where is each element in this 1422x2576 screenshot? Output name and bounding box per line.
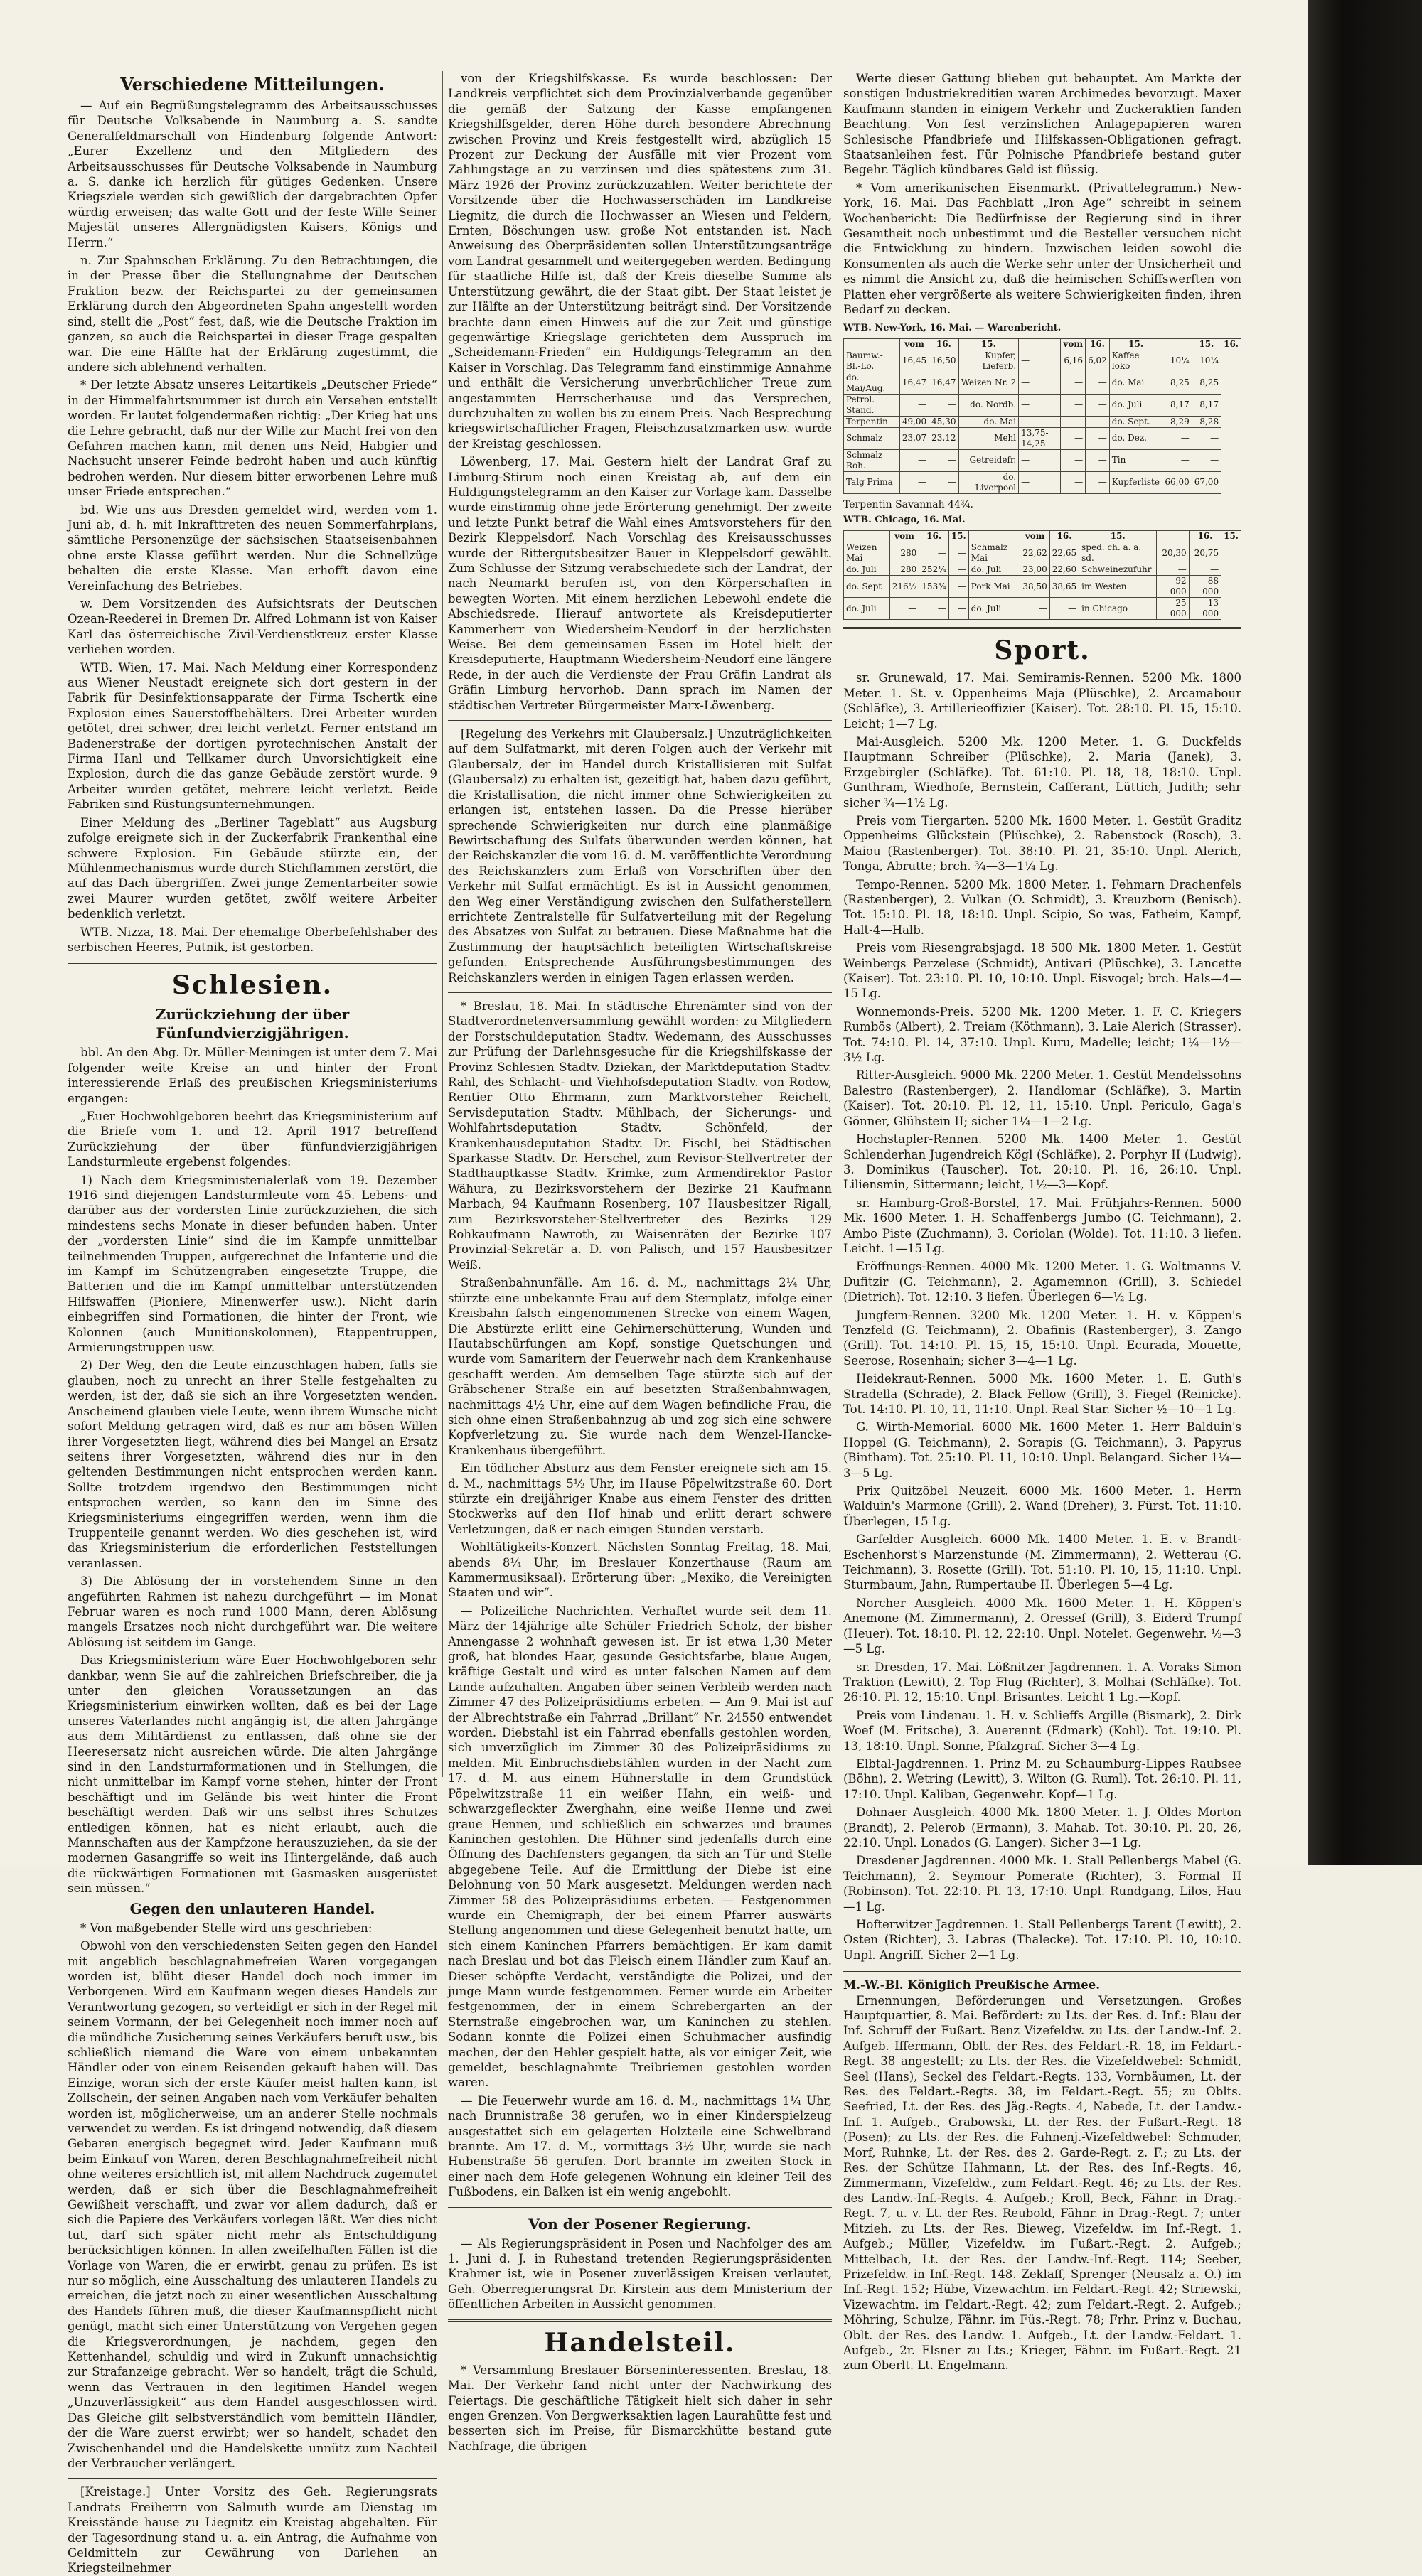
chicago-table-cell: do. Sept bbox=[844, 576, 890, 598]
column-1 bbox=[68, 71, 437, 2575]
divider bbox=[68, 962, 437, 964]
chicago-table-cell: 25 000 bbox=[1157, 598, 1189, 620]
chicago-table-cell: — bbox=[1157, 564, 1189, 576]
newyork-table-row bbox=[844, 416, 1241, 427]
chicago-table-row bbox=[844, 576, 1241, 598]
newyork-table-cell: Tin bbox=[1109, 449, 1162, 471]
newyork-table-cell: Petrol. Stand. bbox=[844, 394, 900, 416]
chicago-table-header-cell: 15. bbox=[948, 531, 968, 542]
paragraph: * Versammlung Breslauer Börseninteressenten. Breslau, 18. Mai. Der Verkehr fand nicht unter der Nachwirkung des Feiertags. Die geschäftliche Tätigkeit hielt sich daher in sehr engen Grenzen. Von Bergwerksaktien lagen Laurahütte fest und besserten sich im Preise, für Bismarckhütte bestand gute Nachfrage, die übrigen bbox=[448, 2363, 832, 2453]
chicago-table-cell: 20,75 bbox=[1189, 542, 1221, 564]
chicago-table-cell: — bbox=[1020, 598, 1049, 620]
chicago-table-header-cell: 16. bbox=[1049, 531, 1079, 542]
chicago-table-cell: — bbox=[948, 576, 968, 598]
newyork-table-cell: — bbox=[1061, 372, 1086, 394]
section-title-handelsteil: Handelsteil. bbox=[544, 2327, 736, 2358]
chicago-table-cell: — bbox=[948, 564, 968, 576]
newyork-table-cell: do. Juli bbox=[1109, 394, 1162, 416]
chicago-table-cell: in Chicago bbox=[1079, 598, 1157, 620]
newyork-table-row bbox=[844, 427, 1241, 449]
divider bbox=[448, 720, 832, 721]
chicago-table-cell: do. Juli bbox=[968, 564, 1020, 576]
column-rule-1 bbox=[442, 71, 443, 1777]
newyork-table-cell: 8,25 bbox=[1192, 372, 1221, 394]
newyork-table-header-cell: 16. bbox=[1086, 338, 1110, 350]
newyork-table-cell: 6,16 bbox=[1061, 350, 1086, 372]
chicago-table-cell: Schmalz Mai bbox=[968, 542, 1020, 564]
newyork-table-cell: — bbox=[1086, 416, 1110, 427]
article-title: Zurückziehung der über Fünfundvierzigjährigen. bbox=[155, 1006, 350, 1042]
newyork-table-cell: Talg Prima bbox=[844, 471, 900, 493]
chicago-table-cell: 23,00 bbox=[1020, 564, 1049, 576]
newyork-table-cell: — bbox=[1061, 471, 1086, 493]
newyork-table-header-cell: 16. bbox=[1221, 338, 1241, 350]
newyork-table-cell: — bbox=[1061, 427, 1086, 449]
divider bbox=[68, 2478, 437, 2479]
sport-result: Prix Quitzöbel Neuzeit. 6000 Mk. 1600 Meter. 1. Herrn Walduin's Marmone (Grill), 2. Wand (Dreher), 3. Fürst. Tot. 11:10. Überlegen, 15 Lg. bbox=[843, 1484, 1241, 1528]
paragraph: — Die Feuerwehr wurde am 16. d. M., nachmittags 1¼ Uhr, nach Brunnistraße 38 gerufen, wo in einer Kinderspielzeug ausgestattet sich ein gelagerten Holzteile eine Schwelbrand brannte. Am 17. d. M., vormittags 3½ Uhr, wurde sie nach Hubenstraße 56 gerufen. Dort brannte im zweiten Stock in einer nach dem Hofe gelegenen Wohnung ein kleiner Teil des Fußbodens, ein Balken ist ein wenig angebohlt. bbox=[448, 2093, 832, 2199]
chicago-table-cell: — bbox=[919, 598, 949, 620]
newyork-table-cell: — bbox=[1192, 449, 1221, 471]
chicago-table-cell: 216½ bbox=[889, 576, 919, 598]
paragraph: Obwohl von den verschiedensten Seiten gegen den Handel mit angeblich beschlagnahmefreien Waren vorgegangen worden ist, blüht dieser Handel doch noch immer im Verborgenen. Wird ein Kaufmann wegen dieses Handels zur Verantwortung gezogen, so verteidigt er sich in der Regel mit seinem Vormann, der bei Gelegenheit noch immer noch auf die mündliche Zusicherung seines Verkäufers beruft usw., bis schließlich niemand die Ware von einem unbekannten Händler oder von einem Reisenden gekauft haben will. Das Einzige, woran sich der erste Käufer meist halten kann, ist Zollschein, der seinen Angaben nach vom Verkäufer behalten worden ist, möglicherweise, um an anderer Stelle nochmals verwendet zu werden. Es ist dringend notwendig, daß diesem Gebaren energisch begegnet wird. Jeder Kaufmann muß beim Einkauf von Waren, deren Beschlagnahmefreiheit nicht ohne weiteres ersichtlich ist, mit allem Nachdruck zugemutet werden, daß er sich über die Beschlagnahmefreiheit Gewißheit verschafft, und zwar vor allem dadurch, daß er sich die Papiere des Verkäufers vorlegen läßt. Wer dies nicht tut, darf sich später nicht mehr als Entschuldigung berücksichtigen können. In allen zweifelhaften Fällen ist die Vorlage von Waren, die er erwirbt, genau zu prüfen. Es ist nur so möglich, eine Ausschaltung des unlauteren Handels zu erreichen, die jetzt noch zu einer wesentlichen Ausschaltung des Handels führen muß, die dieser Kaufmannspflicht nicht genügt, macht sich einer Unterstützung von Vergehen gegen die Kriegsverordnungen, je nachdem, gegen den Kettenhandel, schuldig und wird in Zukunft unnachsichtig zur Strafanzeige gebracht. Wer so handelt, trägt die Schuld, wenn das Vertrauen in den legitimen Handel wegen „Unzuverlässigkeit“ aus dem Handel ausgeschlossen wird. Das Gleiche gilt selbstverständlich vom bemitteln Händler, der die Ware zuerst erwirbt; wer so handelt, schadet den Zwischenhandel und die Handelskette unnütz zum Nachteil der Verbraucher verlängert. bbox=[68, 1939, 437, 2470]
newyork-table-header-cell: vom bbox=[899, 338, 929, 350]
chicago-table-cell: — bbox=[1189, 564, 1221, 576]
chicago-table-cell: 22,60 bbox=[1049, 564, 1079, 576]
newyork-table-header-cell: 16. bbox=[929, 338, 958, 350]
sport-result: sr. Dresden, 17. Mai. Lößnitzer Jagdrennen. 1. A. Voraks Simon Traktion (Lewitt), 2. Top Flug (Richter), 3. Molhai (Schläfke). Tot. 26:10. Pl. 12, 15:10. Unpl. Brisantes. Leicht 1 Lg.—Kopf. bbox=[843, 1660, 1241, 1705]
market-table-chicago bbox=[843, 530, 1241, 620]
newyork-table-cell: — bbox=[1019, 350, 1061, 372]
paragraph: * Vom amerikanischen Eisenmarkt. (Privattelegramm.) New-York, 16. Mai. Das Fachblatt „Iron Age“ schreibt in seinem Wochenbericht: Die Bedürfnisse der Regierung sind in ihrer Gesamtheit noch unbestimmt und die Besteller versuchen nicht die Entwicklung zu hindern. Inzwischen leiden sowohl die Konsumenten als auch die Werke sehr unter der Unsicherheit und es nimmt die Ansicht zu, daß die heimischen Schiffswerften von Platten eher vergrößerte als weitere Schwierigkeiten finden, ihren Bedarf zu decken. bbox=[843, 181, 1241, 317]
sport-result: sr. Grunewald, 17. Mai. Semiramis-Rennen. 5200 Mk. 1800 Meter. 1. St. v. Oppenheims Maja (Plüschke), 2. Arcamabour (Schläfke), 3. Artillerieoffizier (Kaiser). Tot. 28:10. Pl. 15, 15:10. Leicht; 1—7 Lg. bbox=[843, 671, 1241, 731]
paragraph: [Kreistage.] Unter Vorsitz des Geh. Regierungsrats Landrats Freiherrn von Salmuth wurde am Dienstag im Kreisstände hause zu Liegnitz ein Kreistag abgehalten. Für der Tagesordnung stand u. a. ein Antrag, die Aufnahme von Geldmitteln zur Gewährung von Darlehen an Kriegsteilnehmer bbox=[68, 2485, 437, 2575]
newyork-table-cell: — bbox=[1019, 449, 1061, 471]
paragraph: Löwenberg, 17. Mai. Gestern hielt der Landrat Graf zu Limburg-Stirum noch einen Kreistag ab, auf dem ein Huldigungstelegramm an den Kaiser zur Vorlage kam. Dasselbe wurde einstimmig ohne jede Erörterung genehmigt. Der zweite und letzte Punkt betraf die Wahl eines Amtsvorstehers für den Bezirk Kleppelsdorf. Nach Vorschlag des Kreisausschusses wurde der Rittergutsbesitzer Bauer in Kleppelsdorf gewählt. Zum Schlusse der Sitzung verabschiedete sich der Landrat, der nach Neumarkt berufen ist, von den Körperschaften in bewegten Worten. Mit einem herzlichen Lebewohl endete die Abschiedsrede. Hierauf antwortete als Kreisdeputierter Kammerherr von Wiedersheim-Neudorf in der herzlichsten Weise. Bei dem gemeinsamen Essen im Hotel hielt der Kreisdeputierte, Hauptmann Wiedersheim-Neudorf eine längere Rede, in der auch die Verdienste der Frau Gräfin Landrat als Gräfin Limburg hervorhob. Dann sprach im Namen der städtischen Vertreter Bürgermeister Marx-Löwenberg. bbox=[448, 455, 832, 712]
sport-result: Tempo-Rennen. 5200 Mk. 1800 Meter. 1. Fehmarn Drachenfels (Rastenberger), 2. Vulkan (O. Schmidt), 3. Kreuzborn (Benisch). Tot. 15:10. Pl. 18, 18:10. Unpl. Scipio, So was, Fatheim, Kampf, Halt-4—Halb. bbox=[843, 877, 1241, 937]
market-table-newyork bbox=[843, 338, 1241, 494]
newyork-table-header-cell: 15. bbox=[958, 338, 1019, 350]
newyork-table-cell: — bbox=[929, 394, 958, 416]
market-note: Terpentin Savannah 44¾. bbox=[843, 498, 973, 510]
newyork-table-cell: — bbox=[1086, 372, 1110, 394]
paragraph: — Auf ein Begrüßungstelegramm des Arbeitsausschusses für Deutsche Volksabende in Naumburg a. S. sandte Generalfeldmarschall von Hindenburg folgende Antwort: „Eurer Exzellenz und den Mitgliedern des Arbeitsausschusses für Deutsche Volksabende in Naumburg a. S. danke ich herzlich für gütiges Gedenken. Unsere Kriegsziele werden sich gewißlich der dargebrachten Opfer würdig erweisen; das walte Gott und der feste Wille Seiner Majestät unseres Allergnädigsten Kaisers, Königs und Herrn.“ bbox=[68, 99, 437, 249]
sport-result: Preis vom Lindenau. 1. H. v. Schlieffs Argille (Bismark), 2. Dirk Woef (M. Fritsche), 3. Auerennt (Edmark) (Kohl). Tot. 19:10. Pl. 13, 18:10. Unpl. Sonne, Pfalzgraf. Sicher 3—4 Lg. bbox=[843, 1708, 1241, 1753]
newyork-table-cell: Mehl bbox=[958, 427, 1019, 449]
sport-result: Dresdener Jagdrennen. 4000 Mk. 1. Stall Pellenbergs Mabel (G. Teichmann), 2. Seymour Pomerate (Richter), 3. Formal II (Robinson). Tot. 22:10. Pl. 13, 17:10. Unpl. Rundgang, Lilos, Hau—1 Lg. bbox=[843, 1854, 1241, 1914]
newyork-table-cell: 8,17 bbox=[1162, 394, 1192, 416]
market-caption-chicago: WTB. Chicago, 16. Mai. bbox=[843, 514, 966, 525]
paragraph: * Der letzte Absatz unseres Leitartikels „Deutscher Friede“ in der Himmelfahrtsnummer ist durch ein Versehen entstellt worden. Er lautet folgendermaßen richtig: „Der Krieg hat uns die Lehre gebracht, daß nur der Wille zur Macht frei von den Gefahren machen kann, mit denen uns Neid, Habgier und Nachsucht unserer Feinde bedroht haben und auch künftig bedrohen werden. Nur diesem bitter erworbenen Lehre muß unser Friede entsprechen.“ bbox=[68, 378, 437, 499]
chicago-table-cell: im Westen bbox=[1079, 576, 1157, 598]
chicago-table-cell: — bbox=[1049, 598, 1079, 620]
newyork-table-cell: Schmalz Roh. bbox=[844, 449, 900, 471]
paragraph: n. Zur Spahnschen Erklärung. Zu den Betrachtungen, die in der Presse über die Stellungnahme der Deutschen Fraktion bezw. der Reichspartei zu der gemeinsamen Erklärung durch den Abgeordneten Spahn angestellt worden sind, stellt die „Post“ fest, daß, wie die Deutsche Fraktion im ganzen, so auch die Reichspartei in dieser Frage gespalten war. Die eine Hälfte hat der Erklärung zugestimmt, die andere sich ablehnend verhalten. bbox=[68, 254, 437, 374]
newyork-table-cell: 8,25 bbox=[1162, 372, 1192, 394]
chicago-table-cell: do. Juli bbox=[844, 564, 890, 576]
sport-result: G. Wirth-Memorial. 6000 Mk. 1600 Meter. 1. Herr Balduin's Hoppel (G. Teichmann), 2. Sorapis (G. Teichmann), 3. Papyrus (Bintham). Tot. 25:10. Pl. 11, 10:10. Unpl. Belangard. Sicher 1¼—3—5 Lg. bbox=[843, 1420, 1241, 1480]
newyork-table-cell: Baumw.-Bl.-Lo. bbox=[844, 350, 900, 372]
paragraph: * Breslau, 18. Mai. In städtische Ehrenämter sind von der Stadtverordnetenversammlung gewählt worden: zu Mitgliedern der Forstschuldeputation Stadtv. Wedemann, des Ausschusses zur Prüfung der Darlehnsgesuche für die Kriegshilfskasse der Provinz Schlesien Stadtv. Dziekan, der Marktdeputation Stadtv. Rahl, des Schlacht- und Viehhofsdeputation Stadtv. von Rodow, Rentier Otto Ehrmann, zum Marktvorsteher Reichelt, Servisdeputation Stadtv. Mühlbach, der Sicherungs- und Wohlfahrtsdeputation Stadtv. Schönfeld, der Krankenhausdeputation Stadtv. Dr. Fischl, bei Städtischen Sparkasse Stadtv. Dr. Herschel, zum Revisor-Stellvertreter der Stadthauptkasse Stadtv. Krimke, zum Armendirektor Pastor Wähura, zu Bezirksvorstehern der Bezirke 21 Kaufmann Marbach, 94 Kaufmann Rosenberg, 107 Hausbesitzer Rigall, zum Bezirksvorsteher-Stellvertreter des Bezirks 129 Rohkaufmann Nawroth, zu Waisenräten der Bezirke 107 Provinzial-Sekretär a. D. von Palisch, und 157 Hausbesitzer Weiß. bbox=[448, 999, 832, 1272]
paragraph: 1) Nach dem Kriegsministerialerlaß vom 19. Dezember 1916 sind diejenigen Landsturmleute vom 45. Lebens- und darüber aus der vordersten Linie zurückzuziehen, die sich mindestens sechs Monate in dieser befunden haben. Unter der „vordersten Linie“ sind die im Kampfe unmittelbar teilnehmenden Truppen, aufgerechnet die Infanterie und die im Kampf im Schützengraben eingesetzte Truppe, die Batterien und die im Kampf unmittelbar unterstützenden Hilfswaffen (Pioniere, Minenwerfer usw.). Nicht darin einbegriffen sind Formationen, die hinter der Front, wie Kolonnen (auch Munitionskolonnen), Etappentruppen, Armierungstruppen usw. bbox=[68, 1173, 437, 1355]
newyork-table-header-cell bbox=[1162, 338, 1192, 350]
sport-result: Dohnaer Ausgleich. 4000 Mk. 1800 Meter. 1. J. Oldes Morton (Brandt), 2. Pelerob (Ermann), 3. Mahab. Tot. 30:10. Pl. 20, 26, 22:10. Unpl. Lonados (G. Langer). Sicher 3—1 Lg. bbox=[843, 1805, 1241, 1850]
chicago-table-cell: 38,50 bbox=[1020, 576, 1049, 598]
chicago-table-header-cell: vom bbox=[889, 531, 919, 542]
chicago-table-header-cell: 16. bbox=[1189, 531, 1221, 542]
newyork-table-cell: — bbox=[1019, 416, 1061, 427]
chicago-table-row bbox=[844, 564, 1241, 576]
newyork-table-cell: Schmalz bbox=[844, 427, 900, 449]
newyork-table-cell: — bbox=[929, 449, 958, 471]
newyork-table-cell: Kupfer, Lieferb. bbox=[958, 350, 1019, 372]
newyork-table-cell: Weizen Nr. 2 bbox=[958, 372, 1019, 394]
newyork-table-cell: 8,29 bbox=[1162, 416, 1192, 427]
paragraph: 2) Der Weg, den die Leute einzuschlagen haben, falls sie glauben, noch zu unrecht an ihrer Stelle festgehalten zu werden, ist der, daß sie sich an ihre Vorgesetzten wenden. Anscheinend glauben viele Leute, wenn ihrem Wunsche nicht sofort Meldung getragen wird, daß es nur am bösen Willen ihrer Vorgesetzten liegt, während dies bei Mangel an Ersatz seitens ihrer Vorgesetzten, während dies nur in den geltenden Bestimmungen nicht entsprochen werden kann. Sollte trotzdem irgendwo den Bestimmungen nicht entsprochen werden, so kann den im Sinne des Kriegsministeriums eingegriffen werden, wenn ihm die Truppenteile genannt werden. Wo dies geschehen ist, wird das Kriegsministerium die erforderlichen Feststellungen veranlassen. bbox=[68, 1358, 437, 1570]
paragraph: w. Dem Vorsitzenden des Aufsichtsrats der Deutschen Ozean-Reederei in Bremen Dr. Alfred Lohmann ist von Kaiser Karl das österreichische Zivil-Verdienstkreuz erster Klasse verliehen worden. bbox=[68, 597, 437, 657]
sport-result: Mai-Ausgleich. 5200 Mk. 1200 Meter. 1. G. Duckfelds Hauptmann Schreiber (Plüschke), 2. Maria (Janek), 3. Erzgebirgler (Schläfke). Tot. 61:10. Pl. 18, 18, 18:10. Unpl. Gunthram, Wiedhofe, Bernstein, Cafferant, Lüttich, Judith; sehr sicher ¾—1½ Lg. bbox=[843, 734, 1241, 810]
newyork-table-header-cell: 15. bbox=[1192, 338, 1221, 350]
article-title-posen: Von der Posener Regierung. bbox=[528, 2215, 752, 2233]
newyork-table-cell: do. Mai bbox=[1109, 372, 1162, 394]
chicago-table-cell: Pork Mai bbox=[968, 576, 1020, 598]
column-3 bbox=[843, 71, 1241, 2373]
newyork-table-cell: do. Mai/Aug. bbox=[844, 372, 900, 394]
newyork-table-row bbox=[844, 350, 1241, 372]
chicago-table-header-cell bbox=[968, 531, 1020, 542]
sport-result: Jungfern-Rennen. 3200 Mk. 1200 Meter. 1. H. v. Köppen's Tenzfeld (G. Teichmann), 2. Obafinis (Rastenberger), 3. Zango (Grill). Tot. 14:10. Pl. 15, 15, 15:10. Unpl. Ecurada, Mouette, Seerose, Rosenhain; sicher 3—4—1 Lg. bbox=[843, 1308, 1241, 1368]
market-caption-newyork: WTB. New-York, 16. Mai. — Warenbericht. bbox=[843, 322, 1062, 333]
newyork-table-cell: 8,17 bbox=[1192, 394, 1221, 416]
newyork-table-cell: — bbox=[1019, 394, 1061, 416]
newyork-table-cell: Getreidefr. bbox=[958, 449, 1019, 471]
chicago-table-header-cell: 15. bbox=[1079, 531, 1157, 542]
section-title-sport: Sport. bbox=[994, 635, 1091, 666]
newyork-table-cell: do. Dez. bbox=[1109, 427, 1162, 449]
paragraph: Straßenbahnunfälle. Am 16. d. M., nachmittags 2¼ Uhr, stürzte eine unbekannte Frau auf dem Sternplatz, infolge einer Kreisbahn falsch eingenommenen Strecke von einem Wagen, Die Abstürzte erlitt eine Gehirnerschütterung, Wunden und Hautabschürfungen am Kopf, sonstige Quetschungen und wurde vom Samaritern der Feuerwehr nach dem Krankenhause geschafft werden. Am demselben Tage stürzte sich auf der Gräbschener Straße ein auf besetzten Straßenbahnwagen, nachmittags 4½ Uhr, eine auf dem Wagen befindliche Frau, die sich ohne einen Straßenbahnzug ab und zog sich eine schwere Kopfverletzung zu. Sie wurde nach dem Wenzel-Hancke-Krankenhaus übergeführt. bbox=[448, 1276, 832, 1457]
chicago-table-row bbox=[844, 542, 1241, 564]
newyork-table-cell: — bbox=[899, 471, 929, 493]
divider bbox=[843, 627, 1241, 629]
sport-result: Preis vom Tiergarten. 5200 Mk. 1600 Meter. 1. Gestüt Graditz Oppenheims Glückstein (Plüschke), 2. Rabenstock (Rosch), 3. Maiou (Rastenberger). Tot. 38:10. Pl. 21, 35:10. Unpl. Alerich, Tonga, Abrutte; brch. ¾—3—1¼ Lg. bbox=[843, 813, 1241, 874]
sport-result: Eröffnungs-Rennen. 4000 Mk. 1200 Meter. 1. G. Woltmanns V. Dufitzir (G. Teichmann), 2. Agamemnon (Grill), 3. Schiedel (Dietrich). Tot. 12:10. 3 liefen. Überlegen 6—½ Lg. bbox=[843, 1260, 1241, 1304]
newyork-table-cell: 10¼ bbox=[1192, 350, 1221, 372]
chicago-table-cell: — bbox=[948, 598, 968, 620]
newyork-table-cell: do. Sept. bbox=[1109, 416, 1162, 427]
chicago-table-cell: 153¾ bbox=[919, 576, 949, 598]
newyork-table-cell: — bbox=[1086, 471, 1110, 493]
paragraph: von der Kriegshilfskasse. Es wurde beschlossen: Der Landkreis verpflichtet sich dem Provinzialverbande gegenüber die gemäß der Satzung der Kasse empfangenen Kriegshilfsgelder, deren Höhe durch besondere Abrechnung zwischen Provinz und Kreis festgestellt wird, abzüglich 15 Prozent zur Deckung der Ausfälle mit vier Prozent vom Zahlungstage an zu verzinsen und dies spätestens zum 31. März 1926 der Provinz zurückzuzahlen. Weiter berichtete der Vorsitzende über die Hochwasserschäden im Landkreise Liegnitz, die durch die Hochwasser an Wiesen und Feldern, Ernten, Böschungen usw. große Not entstanden ist. Nach Anweisung des Oberpräsidenten sollen Unterstützungsanträge vom Landrat gesammelt und weitergegeben werden. Bedingung für staatliche Hilfe ist, daß der Kreis dieselbe Summe als Unterstützung gewährt, die der Staat gibt. Der Staat leistet je zur Hälfte an der Unterstützung beiträgt sind. Der Vorsitzende brachte dann einen Hinweis auf die zur Zeit und günstige gegenwärtige Kriegslage gerichteten dem Ausspruch im „Scheidemann-Frieden“ ein Huldigungs-Telegramm an den Kaiser in Vorschlag. Das Telegramm fand einstimmige Annahme und enthält die Versicherung unverbrüchlicher Treue zum angestammten Herrscherhause und das Versprechen, durchzuhalten zu wollen bis zu einem Preis. Nach Besprechung kriegswirtschaftlicher Fragen, Fleischzusatzmarken usw. wurde der Kreistag geschlossen. bbox=[448, 72, 832, 451]
chicago-table-header-cell: vom bbox=[1020, 531, 1049, 542]
sport-result: sr. Hamburg-Groß-Borstel, 17. Mai. Frühjahrs-Rennen. 5000 Mk. 1600 Meter. 1. H. Schaffenbergs Jumbo (G. Teichmann), 2. Ambo Piste (Zuchmann), 3. Coriolan (Wolde). Tot. 11:10. 3 liefen. Leicht. 1—15 Lg. bbox=[843, 1196, 1241, 1255]
newyork-table-cell: — bbox=[1061, 449, 1086, 471]
chicago-table-cell: 280 bbox=[889, 564, 919, 576]
newyork-table-cell: 16,45 bbox=[899, 350, 929, 372]
sport-result: Preis vom Riesengrabsjagd. 18 500 Mk. 1800 Meter. 1. Gestüt Weinbergs Perzelese (Schmidt), Antivari (Plüschke), 3. Lancette (Kaiser). Tot. 23:10. Pl. 10, 10:10. Unpl. Eisvogel; brch. Hals—4—15 Lg. bbox=[843, 941, 1241, 1001]
chicago-table-header-cell: 15. bbox=[1221, 531, 1241, 542]
paragraph: Ernennungen, Beförderungen und Versetzungen. Großes Hauptquartier, 8. Mai. Befördert: zu Lts. der Res. d. Inf.: Blau der Inf. Schruff der Fußart. Benz Vizefeldw. zu Lts. der Landw.-Inf. 2. Aufgeb. Iffermann, Oblt. der Res. des Feldart.-R. 18, im Feldart.-Regt. 38 angestellt; zu Lts. der Res. die Vizefeldwebel: Schmidt, Seel (Hans), Seckel des Feldart.-Regts. 133, Vornbäumen, Lt. der Res. des Feldart.-Regts. 38, im Feldart.-Regt. 55; zu Oblts. Seefried, Lt. der Res. des Jäg.-Regts. 4, Nabede, Lt. der Landw.-Inf. 1. Aufgeb., Grabowski, Lt. der Res. der Fußart.-Regt. 18 (Posen); zu Lts. der Res. die Fahnenj.-Vizefeldwebel: Schmuder, Morf, Ruhnke, Lt. der Res. des 2. Garde-Regt. z. F.; zu Lts. der Res. der Schütze Hahmann, Lt. der Res. des Inf.-Regts. 46, Zimmermann, Vizefeldw., zum Feldart.-Regt. 46; zu Lts. der Res. des Landw.-Inf.-Regts. 4. Aufgeb.; Kroll, Beck, Fähnr. in Drag.-Regt. 7, u. v. Lt. der Res. Reubold, Fähnr. in Drag.-Regt. 7; unter Mitzieh. zu Lts. der Res. Bieweg, Vizefeldw. im Inf.-Regt. 1. Aufgeb.; Müller, Vizefeldw. im Fußart.-Regt. 2. Aufgeb.; Mittelbach, Lt. der Res. der Landw.-Inf.-Regt. 114; Seeber, Prizefeldw. in Inf.-Regt. 148. Zeklaff, Sprenger (Neusalz a. O.) im Inf.-Regt. 152; Hübe, Vizewachtm. im Feldart.-Regt. 42; Striewski, Vizewachtm. im Feldart.-Regt. 42; zum Feldart.-Regt. 2. Aufgeb.; Möhring, Schulze, Fähnr. im Füs.-Regt. 78; Frhr. Prinz v. Buchau, Oblt. der Res. des Landw. 1. Aufgeb., Lt. der Landw.-Feldart. 1. Aufgeb., 2r. Elsner zu Lts.; Krieger, Fähnr. im Fußart.-Regt. 21 zum Oberlt. Lt. Engelmann. bbox=[843, 1993, 1241, 2373]
paragraph: * Von maßgebender Stelle wird uns geschrieben: bbox=[80, 1921, 373, 1935]
chicago-table-header-cell: 16. bbox=[919, 531, 949, 542]
newyork-table-cell: 66,00 bbox=[1162, 471, 1192, 493]
paragraph: Wohltätigkeits-Konzert. Nächsten Sonntag Freitag, 18. Mai, abends 8¼ Uhr, im Breslauer Konzerthause (Raum am Kammermusiksaal). Erörterung über: „Mexiko, die Vereinigten Staaten und wir“. bbox=[448, 1540, 832, 1600]
paragraph: WTB. Nizza, 18. Mai. Der ehemalige Oberbefehlshaber des serbischen Heeres, Putnik, ist gestorben. bbox=[68, 925, 437, 954]
divider bbox=[448, 2207, 832, 2209]
paragraph: bbl. An den Abg. Dr. Müller-Meiningen ist unter dem 7. Mai folgender weite Kreise an und hinter der Front interessierende Erlaß des preußischen Kriegsministeriums ergangen: bbox=[68, 1046, 437, 1105]
newyork-table-cell: do. Nordb. bbox=[958, 394, 1019, 416]
chicago-table-header-row bbox=[844, 531, 1241, 542]
chicago-table-cell: — bbox=[919, 542, 949, 564]
newyork-table-cell: — bbox=[1019, 372, 1061, 394]
newyork-table-cell: do. Mai bbox=[958, 416, 1019, 427]
chicago-table-cell: Weizen Mai bbox=[844, 542, 890, 564]
sport-result: Heidekraut-Rennen. 5000 Mk. 1600 Meter. 1. E. Guth's Stradella (Schrade), 2. Black Fellow (Grill), 3. Fiegel (Reinicke). Tot. 14:10. Pl. 10, 11, 11:10. Unpl. Real Star. Sicher ½—10—1 Lg. bbox=[843, 1372, 1241, 1416]
chicago-table-header-cell bbox=[844, 531, 890, 542]
newyork-table-cell: 6,02 bbox=[1086, 350, 1110, 372]
newyork-table-header-cell: vom bbox=[1061, 338, 1086, 350]
newyork-table-cell: 13,75-14,25 bbox=[1019, 427, 1061, 449]
newyork-table-cell: — bbox=[899, 394, 929, 416]
paragraph: WTB. Wien, 17. Mai. Nach Meldung einer Korrespondenz aus Wiener Neustadt ereignete sich dort gestern in der Fabrik für Desinfektionsapparate der Firma Tschertk eine Explosion eines Sauerstoffbehälters. Drei Arbeiter wurden getötet, drei schwer, drei leicht verletzt. Ferner entstand im Badenerstraße der dortigen pyrotechnischen Anstalt der Firma Hanl und Tellkamer durch Unvorsichtigkeit eine Explosion, durch die das ganze Gebäude zerstört wurde. 9 Arbeiter wurden getötet, mehrere leicht verletzt. Beide Fabriken sind Rüstungsunternehmungen. bbox=[68, 660, 437, 812]
newyork-table-row bbox=[844, 449, 1241, 471]
divider bbox=[448, 2319, 832, 2322]
newyork-table-cell: 16,47 bbox=[899, 372, 929, 394]
chicago-table-cell: — bbox=[948, 542, 968, 564]
newyork-table-row bbox=[844, 394, 1241, 416]
sport-result: Hochstapler-Rennen. 5200 Mk. 1400 Meter. 1. Gestüt Schlenderhan Jugendreich Kögl (Schläfke), 2. Porphyr II (Ludwig), 3. Dominikus (Tauscher). Tot. 20:10. Pl. 16, 26:10. Unpl. Liliensmin, Sittermann; leicht, 1½—3—Kopf. bbox=[843, 1132, 1241, 1192]
newyork-table-cell: — bbox=[1086, 394, 1110, 416]
chicago-table-cell: 22,65 bbox=[1049, 542, 1079, 564]
paragraph: — Polizeiliche Nachrichten. Verhaftet wurde seit dem 11. März der 14jährige alte Schüler Friedrich Scholz, der bisher Annengasse 2 wohnhaft gewesen ist. Er ist etwa 1,30 Meter groß, hat blondes Haar, gesunde Gesichtsfarbe, blaue Augen, kräftige Gestalt und wird es unter falschen Namen auf dem Lande aufzuhalten. Angaben über seinen Verbleib werden nach Zimmer 47 des Polizeipräsidiums erbeten. — Am 9. Mai ist auf der Albrechtstraße ein Fahrrad „Brillant“ Nr. 24550 entwendet worden. Diebstahl ist ein Fahrrad ebenfalls gestohlen worden, sich unverzüglich im Zimmer 30 des Polizeipräsidiums zu melden. Mit Einbruchsdiebstählen wurden in der Nacht zum 17. d. M. aus einem Hühnerstalle in dem Grundstück Pöpelwitzstraße 11 ein weißer Hahn, ein weiß- und schwarzgefleckter Zwerghahn, eine weiße Henne und zwei graue Hennen, und schließlich ein schwarzes und braunes Kaninchen gestohlen. Die Hühner sind jedenfalls durch eine Öffnung des Dachfensters gegangen, da sich an Tür und Stelle abgegebene Teile. Auf die Ermittlung der Diebe ist eine Belohnung von 50 Mark ausgesetzt. Meldungen werden nach Zimmer 58 des Polizeipräsidiums erbeten. — Festgenommen wurde ein Chemigraph, der bei einem Pfarrer auswärts Stellung angenommen und diese Gelegenheit benutzt hatte, um sich einem Kaninchen Pfarrers bemächtigen. Er kam damit nach Breslau und bot das Fleisch einem Händler zum Kauf an. Dieser schöpfte Verdacht, verständigte die Polizei, und der junge Mann wurde festgenommen. Ferner wurde ein Arbeiter festgenommen, der in einem Schrebergarten an der Sternstraße eingebrochen war, um Kaninchen zu stehlen. Sodann konnte die Polizei einen Schuhmacher ausfindig machen, der den Hehler gespielt hatte, als vor einiger Zeit, wie gemeldet, beschlagnahmte Treibriemen gestohlen worden waren. bbox=[448, 1604, 832, 2090]
newyork-table-cell: 49,00 bbox=[899, 416, 929, 427]
section-title-verschiedene: Verschiedene Mitteilungen. bbox=[120, 74, 385, 95]
paragraph: Das Kriegsministerium wäre Euer Hochwohlgeboren sehr dankbar, wenn Sie auf die zahlreichen Briefschreiber, die ja unter den gleichen Voraussetzungen an das Kriegsministerium einwirken wollten, daß es bei der Lage unseres Vaterlandes nicht angängig ist, die alten Jahrgänge aus dem Militärdienst zu entlassen, daß ohne sie der Heeresersatz nicht ausreichen würde. Die alten Jahrgänge sind in den Landsturmformationen und in Stellungen, die nicht unmittelbar im Kampf vorne stehen, hinter der Front beschäftigt und im Gelände bis weit hinter die Front beschäftigt werden. Daß wir uns selbst ihres Schutzes entledigen können, hat es nicht erlaubt, auch die Mannschaften aus der Kampfzone herauszuziehen, da sie der modernen Gasangriffe so weit ins Hintergelände, daß auch die rückwärtigen Formationen mit Gasmasken ausgerüstet sein müssen.“ bbox=[68, 1653, 437, 1896]
newyork-table-cell: 8,28 bbox=[1192, 416, 1221, 427]
newyork-table-header-cell: 15. bbox=[1109, 338, 1162, 350]
newyork-table-cell: — bbox=[1061, 416, 1086, 427]
newyork-table-row bbox=[844, 471, 1241, 493]
newyork-table-header-row bbox=[844, 338, 1241, 350]
army-title: M.-W.-Bl. Königlich Preußische Armee. bbox=[843, 1978, 1100, 1992]
sport-result: Hofterwitzer Jagdrennen. 1. Stall Pellenbergs Tarent (Lewitt), 2. Osten (Richter), 3. Labras (Thalecke). Tot. 17:10. Pl. 10, 10:10. Unpl. Angriff. Sicher 2—1 Lg. bbox=[843, 1918, 1241, 1962]
newyork-table-cell: 45,30 bbox=[929, 416, 958, 427]
section-title-schlesien: Schlesien. bbox=[171, 970, 333, 1001]
chicago-table-cell: 252¼ bbox=[919, 564, 949, 576]
newyork-table-cell: Kaffee loko bbox=[1109, 350, 1162, 372]
chicago-table-cell: sped. ch. a. a. sd. bbox=[1079, 542, 1157, 564]
newyork-table-header-cell bbox=[844, 338, 900, 350]
newyork-table-cell: — bbox=[1162, 449, 1192, 471]
paragraph: bd. Wie uns aus Dresden gemeldet wird, werden vom 1. Juni ab, d. h. mit Inkrafttreten des neuen Sommerfahrplans, sämtliche Personenzüge der sächsischen Staatseisenbahnen ohne erste Klasse geführt werden. Nur die Schnellzüge behalten die erste Klasse. Man erhofft davon eine Vereinfachung des Betriebes. bbox=[68, 503, 437, 593]
column-2 bbox=[448, 71, 832, 2453]
newyork-table-cell: — bbox=[1019, 471, 1061, 493]
paragraph: Ein tödlicher Absturz aus dem Fenster ereignete sich am 15. d. M., nachmittags 5½ Uhr, im Hause Pöpelwitzstraße 60. Dort stürzte ein dreijähriger Knabe aus einem Fenster des dritten Stockwerks auf den Hof hinab und erlitt derart schwere Verletzungen, daß er nach einigen Stunden verstarb. bbox=[448, 1461, 832, 1536]
newyork-table-cell: — bbox=[1086, 449, 1110, 471]
chicago-table-cell: 20,30 bbox=[1157, 542, 1189, 564]
paragraph: [Regelung des Verkehrs mit Glaubersalz.] Unzuträglichkeiten auf dem Sulfatmarkt, mit deren Folgen auch der Verkehr mit Glaubersalz, der im Handel durch Kristallisieren mit Sulfat (Glaubersalz) zu erhalten ist, gezeitigt hat, haben dazu geführt, die Kristallisation, die nicht immer ohne Schwierigkeiten zu erlangen ist, entstehen lassen. Da die Presse hierüber sprechende Schwierigkeiten nur durch eine planmäßige Bewirtschaftung des Sulfats überwunden werden können, hat der Reichskanzler die vom 16. d. M. veröffentlichte Verordnung des Reichskanzlers zum Erlaß von Vorschriften über den Verkehr mit Sulfat ermächtigt. Es ist in Aussicht genommen, den Weg einer Verständigung zwischen den Sulfatherstellern errichtete Zentralstelle für Sulfatverteilung mit der Regelung des Absatzes von Sulfat zu betrauen. Diese Maßnahme hat die Zustimmung der hauptsächlich beteiligten Wirtschaftskreise gefunden. Entsprechende Ausführungsbestimmungen des Reichskanzlers werden in einigen Tagen erlassen werden. bbox=[448, 727, 832, 984]
sport-result: Ritter-Ausgleich. 9000 Mk. 2200 Meter. 1. Gestüt Mendelssohns Balestro (Rastenberger), 2. Handlomar (Schläfke), 3. Martin (Kaiser). Tot. 20:10. Pl. 12, 11, 15:10. Unpl. Periculo, Gaga's Gönner, Glühstein II; sicher 1¼—1—2 Lg. bbox=[843, 1068, 1241, 1128]
chicago-table-cell: 13 000 bbox=[1189, 598, 1221, 620]
newyork-table-cell: do. Liverpool bbox=[958, 471, 1019, 493]
paragraph: „Euer Hochwohlgeboren beehrt das Kriegsministerium auf die Briefe vom 1. und 12. April 1917 betreffend Zurückziehung der über fünfundvierzigjährigen Landsturmleute ergebenst folgendes: bbox=[68, 1109, 437, 1169]
paragraph: 3) Die Ablösung der in vorstehendem Sinne in den angeführten Rahmen ist nahezu durchgeführt — im Monat Februar waren es noch rund 1000 Mann, deren Ablösung mangels Ersatzes noch nicht durchgeführt war. Die weitere Ablösung ist seitdem im Gange. bbox=[68, 1574, 437, 1649]
newyork-table-cell: 10¼ bbox=[1162, 350, 1192, 372]
divider bbox=[448, 992, 832, 993]
paragraph: — Als Regierungspräsident in Posen und Nachfolger des am 1. Juni d. J. in Ruhestand tretenden Regierungspräsidenten Krahmer ist, wie in Posener zuverlässigen Kreisen verlautet, Geh. Oberregierungsrat Dr. Kirstein aus dem Ministerium der öffentlichen Arbeiten in Aussicht genommen. bbox=[448, 2236, 832, 2312]
chicago-table-cell: — bbox=[889, 598, 919, 620]
newyork-table-cell: 67,00 bbox=[1192, 471, 1221, 493]
sport-result: Elbtal-Jagdrennen. 1. Prinz M. zu Schaumburg-Lippes Raubsee (Böhn), 2. Wetring (Lewitt), 3. Wilton (G. Ruml). Tot. 26:10. Pl. 11, 17:10. Unpl. Kaliban, Gegenwehr. Kopf—1 Lg. bbox=[843, 1756, 1241, 1801]
chicago-table-cell: do. Juli bbox=[968, 598, 1020, 620]
newyork-table-cell: 16,47 bbox=[929, 372, 958, 394]
paragraph: Einer Meldung des „Berliner Tageblatt“ aus Augsburg zufolge ereignete sich in der Zuckerfabrik Frankenthal eine schwere Explosion. Ein Gebäude stürzte ein, der Mühlenmechanismus wurde durch Stichflammen zerstört, die auf das Dach übergriffen. Zwei junge Zementarbeiter sowie zwei Maurer wurden getötet, zwölf weitere Arbeiter bedenklich verletzt. bbox=[68, 815, 437, 921]
newyork-table-cell: — bbox=[899, 449, 929, 471]
chicago-table-cell: 22,62 bbox=[1020, 542, 1049, 564]
newyork-table-cell: 16,50 bbox=[929, 350, 958, 372]
newyork-table-cell: — bbox=[1086, 427, 1110, 449]
newyork-table-cell: — bbox=[1061, 394, 1086, 416]
newyork-table-cell: 23,07 bbox=[899, 427, 929, 449]
chicago-table-cell: Schweinezufuhr bbox=[1079, 564, 1157, 576]
paragraph: Werte dieser Gattung blieben gut behauptet. Am Markte der sonstigen Industriekreditien waren Archimedes bevorzugt. Maxer Kaufmann standen in einigem Verkehr und Zuckeraktien fanden Beachtung. Von fest verzinslichen Anlagepapieren waren Schlesische Pfandbriefe und Hilfskassen-Obligationen gefragt. Staatsanleihen fest. Für Polnische Pfandbriefe bestand guter Begehr. Täglich kündbares Geld ist flüssig. bbox=[843, 72, 1241, 177]
sport-result: Norcher Ausgleich. 4000 Mk. 1600 Meter. 1. H. Köppen's Anemone (M. Zimmermann), 2. Oressef (Grill), 3. Eiderd Trumpf (Heuer). Tot. 18:10. Pl. 12, 22:10. Unpl. Notelet. Gegenwehr. ½—3—5 Lg. bbox=[843, 1596, 1241, 1656]
chicago-table-cell: do. Juli bbox=[844, 598, 890, 620]
chicago-table-cell: 88 000 bbox=[1189, 576, 1221, 598]
newyork-table-cell: Kupferliste bbox=[1109, 471, 1162, 493]
article-title-handel: Gegen den unlauteren Handel. bbox=[129, 1899, 375, 1917]
newyork-table-cell: Terpentin bbox=[844, 416, 900, 427]
newyork-table-cell: — bbox=[1162, 427, 1192, 449]
newyork-table-cell: — bbox=[929, 471, 958, 493]
sport-result: Garfelder Ausgleich. 6000 Mk. 1400 Meter. 1. E. v. Brandt-Eschenhorst's Marzenstunde (M. Zimmermann), 2. Wetterau (G. Teichmann), 3. Rosette (Grill). Tot. 51:10. Pl. 10, 15, 11:10. Unpl. Sturmbaum, Jahn, Rumpertaube II. Überlegen 5—4 Lg. bbox=[843, 1533, 1241, 1592]
chicago-table-row bbox=[844, 598, 1241, 620]
newyork-table-cell: — bbox=[1192, 427, 1221, 449]
newyork-table-row bbox=[844, 372, 1241, 394]
chicago-table-header-cell bbox=[1157, 531, 1189, 542]
newyork-table-header-cell bbox=[1019, 338, 1061, 350]
chicago-table-cell: 280 bbox=[889, 542, 919, 564]
chicago-table-cell: 38,65 bbox=[1049, 576, 1079, 598]
scan-edge bbox=[1308, 0, 1422, 1865]
newyork-table-cell: 23,12 bbox=[929, 427, 958, 449]
chicago-table-cell: 92 000 bbox=[1157, 576, 1189, 598]
divider bbox=[843, 1970, 1241, 1972]
sport-result: Wonnemonds-Preis. 5200 Mk. 1200 Meter. 1. F. C. Kriegers Rumbös (Albert), 2. Treiam (Köthmann), 3. Laie Alerich (Strasser). Tot. 74:10. Pl. 14, 37:10. Unpl. Kuru, Madelle; leicht; 1¼—1½—3½ Lg. bbox=[843, 1004, 1241, 1065]
